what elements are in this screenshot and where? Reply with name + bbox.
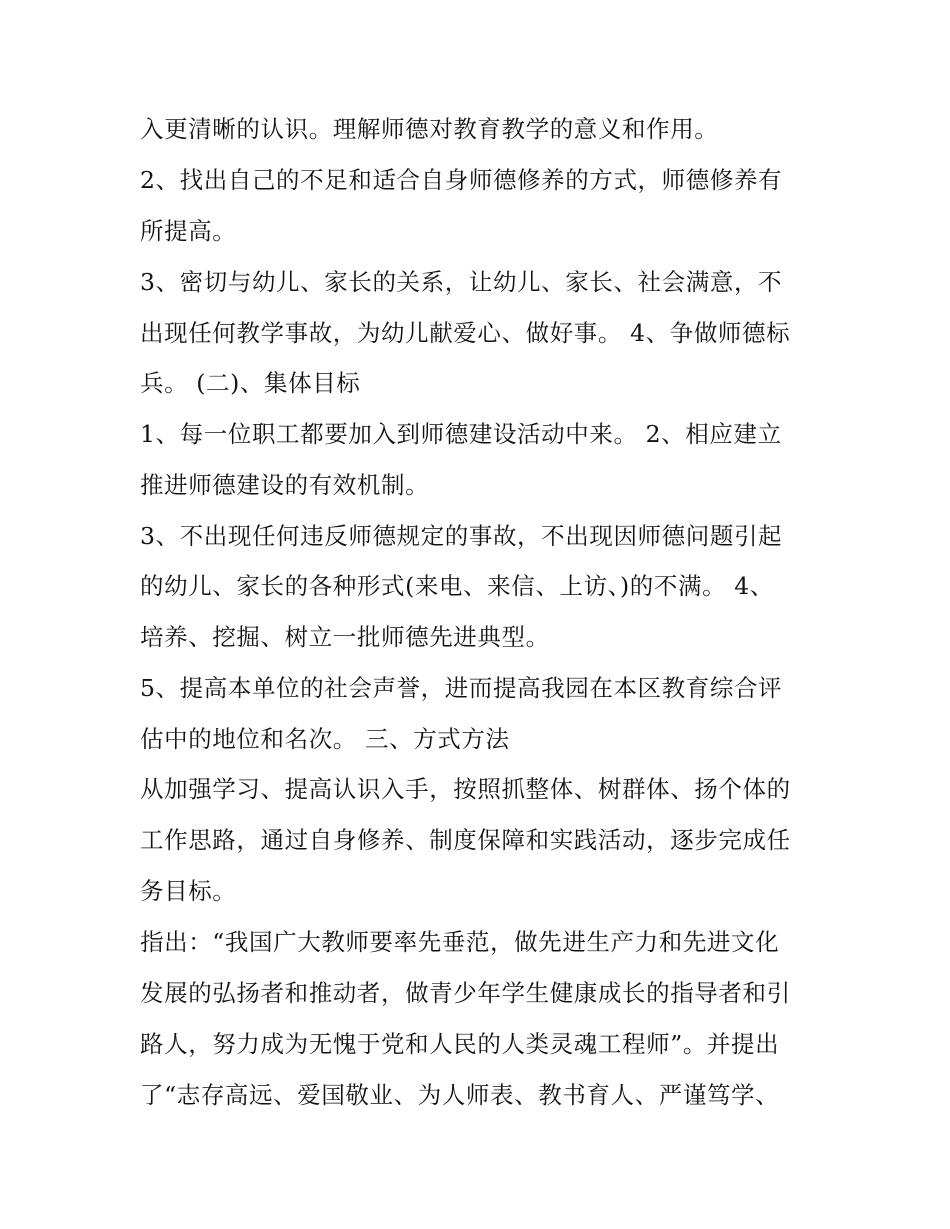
text-line: 入更清晰的认识。理解师德对教育教学的意义和作用。: [140, 115, 719, 143]
text-line: 培养、挖掘、树立一批师德先进典型。: [140, 623, 550, 651]
text-line: 工作思路，通过自身修养、制度保障和实践活动，逐步完成任: [140, 826, 791, 854]
text-line: 3、密切与幼儿、家长的关系，让幼儿、家长、社会满意，不: [140, 268, 783, 296]
text-line: 1、每一位职工都要加入到师德建设活动中来。 2、相应建立: [140, 420, 782, 448]
text-line: 估中的地位和名次。 三、方式方法: [140, 725, 510, 753]
text-line: 路人，努力成为无愧于党和人民的人类灵魂工程师”。并提出: [140, 1030, 780, 1058]
text-line: 指出：“我国广大教师要率先垂范，做先进生产力和先进文化: [140, 928, 780, 956]
text-line: 务目标。: [140, 877, 237, 905]
text-line: 2、找出自己的不足和适合自身师德修养的方式，师德修养有: [140, 166, 783, 194]
text-line: 出现任何教学事故，为幼儿献爱心、做好事。 4、争做师德标: [140, 319, 791, 347]
text-line: 5、提高本单位的社会声誉，进而提高我园在本区教育综合评: [140, 674, 783, 702]
text-line: 所提高。: [140, 217, 237, 245]
text-line: 发展的弘扬者和推动者，做青少年学生健康成长的指导者和引: [140, 979, 791, 1007]
text-line: 了“志存高远、爱国敬业、为人师表、教书育人、严谨笃学、: [140, 1081, 780, 1109]
text-line: 的幼儿、家长的各种形式(来电、来信、上访、)的不满。 4、: [140, 572, 774, 600]
text-line: 兵。 (二)、集体目标: [140, 369, 361, 397]
text-line: 3、不出现任何违反师德规定的事故，不出现因师德问题引起: [140, 522, 783, 550]
text-line: 推进师德建设的有效机制。: [140, 471, 430, 499]
text-line: 从加强学习、提高认识入手，按照抓整体、树群体、扬个体的: [140, 775, 791, 803]
